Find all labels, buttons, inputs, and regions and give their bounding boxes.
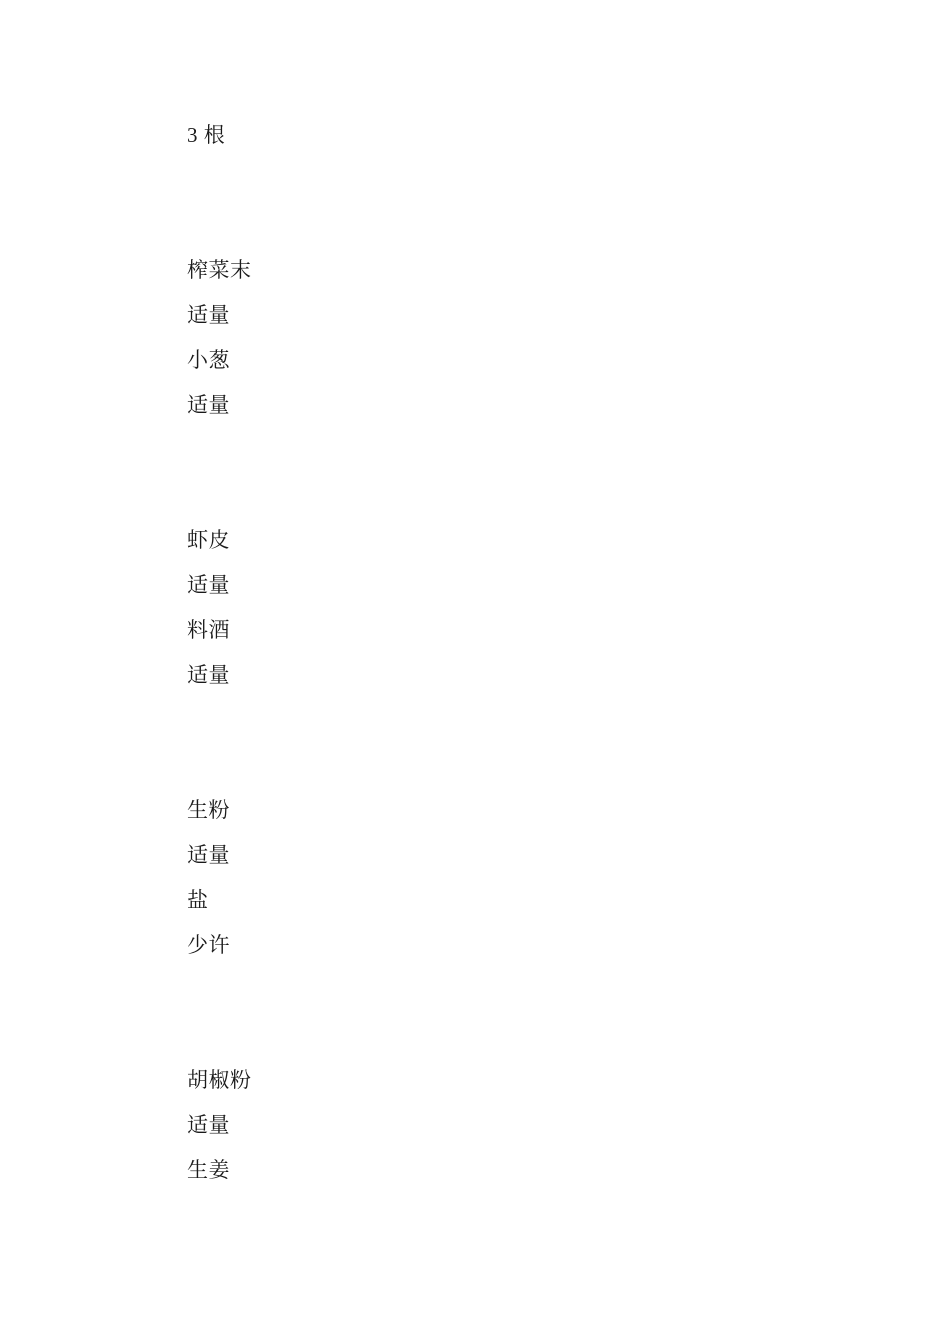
ingredient-name: 榨菜末 xyxy=(187,258,252,282)
ingredient-name: 盐 xyxy=(187,888,209,912)
ingredient-amount: 适量 xyxy=(187,573,230,597)
ingredient-amount: 适量 xyxy=(187,393,230,417)
ingredient-block xyxy=(187,788,850,968)
ingredient-name: 虾皮 xyxy=(187,528,230,552)
ingredient-amount: 适量 xyxy=(187,1113,230,1137)
ingredient-name: 小葱 xyxy=(187,348,230,372)
ingredient-block xyxy=(187,113,850,158)
paragraph-gap xyxy=(187,158,850,248)
ingredient-amount: 适量 xyxy=(187,303,230,327)
ingredient-amount: 适量 xyxy=(187,843,230,867)
ingredient-name: 胡椒粉 xyxy=(187,1068,252,1092)
ingredient-block xyxy=(187,518,850,698)
ingredient-amount: 适量 xyxy=(187,663,230,687)
paragraph-gap xyxy=(187,968,850,1058)
paragraph-gap xyxy=(187,428,850,518)
ingredient-name: 生粉 xyxy=(187,798,230,822)
ingredient-name: 生姜 xyxy=(187,1158,230,1182)
ingredient-name: 料酒 xyxy=(187,618,230,642)
ingredient-amount: 少许 xyxy=(187,933,230,957)
ingredient-block xyxy=(187,248,850,428)
paragraph-gap xyxy=(187,698,850,788)
ingredient-block xyxy=(187,1058,850,1193)
quantity-text: 3 根 xyxy=(187,123,226,147)
